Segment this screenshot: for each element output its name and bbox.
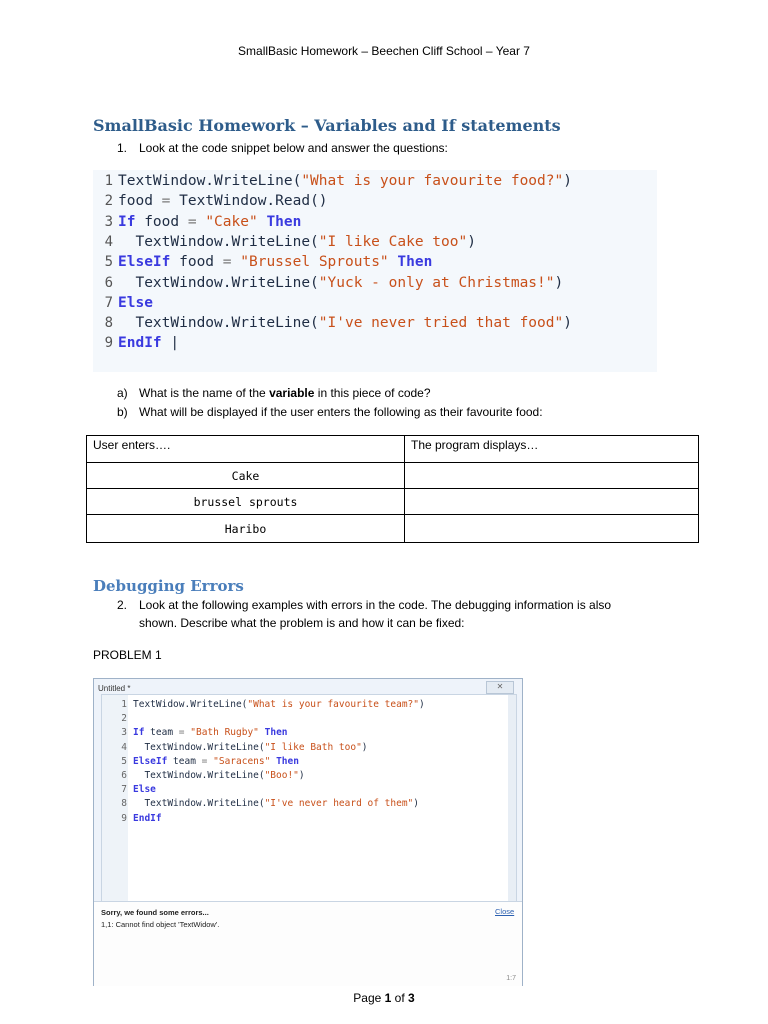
table-cell-input: brussel sprouts <box>87 489 405 515</box>
code-string: "I like Cake too" <box>318 233 468 250</box>
line-number: 2 <box>104 193 113 210</box>
editor-line-number: 9 <box>121 812 127 824</box>
code-keyword: Else <box>133 784 156 796</box>
code-string: "Brussel Sprouts" <box>240 254 389 271</box>
code-keyword: If <box>118 213 136 230</box>
question-number: 1. <box>117 141 128 155</box>
code-string: "Saracens" <box>213 755 271 767</box>
code-string: "Cake" <box>205 213 258 230</box>
code-line <box>118 214 301 230</box>
question-b <box>117 405 717 421</box>
code-keyword: ElseIf <box>133 755 168 767</box>
code-line <box>118 315 572 331</box>
question-1 <box>117 141 717 157</box>
code-string: "What is your favourite team?" <box>247 699 419 710</box>
editor-line <box>102 727 288 738</box>
table-header-row <box>87 436 699 463</box>
line-number: 4 <box>104 233 113 250</box>
page-header: SmallBasic Homework – Beechen Cliff School – Year 7 <box>238 44 530 58</box>
code-text: | <box>161 335 180 352</box>
editor-line <box>102 742 368 753</box>
page-number: 1 <box>384 991 392 1005</box>
table-row <box>87 515 699 543</box>
code-string: "I've never tried that food" <box>318 315 564 332</box>
vertical-scrollbar[interactable] <box>508 695 516 903</box>
table-cell-input: Haribo <box>87 515 405 543</box>
code-text: food <box>118 193 162 210</box>
line-number: 7 <box>104 294 113 311</box>
code-text: TextWindow.WriteLine( <box>133 741 265 753</box>
code-keyword: Then <box>397 254 433 271</box>
editor-line-number: 3 <box>121 727 127 739</box>
code-line <box>118 173 572 189</box>
code-keyword: EndIf <box>118 335 162 352</box>
code-text: ) <box>413 798 420 810</box>
section-heading: Debugging Errors <box>93 577 244 595</box>
code-line <box>118 234 476 250</box>
editor-line-number: 7 <box>121 784 127 796</box>
question-b-text: What will be displayed if the user enters the following as their favourite food: <box>139 405 543 419</box>
code-string: "I like Bath too" <box>264 741 362 753</box>
line-number: 1 <box>104 173 113 189</box>
line-number: 9 <box>104 335 113 352</box>
code-text: ) <box>563 173 572 189</box>
error-message[interactable]: 1,1: Cannot find object 'TextWidow'. <box>101 920 220 929</box>
page-total: 3 <box>408 991 415 1005</box>
code-string: "Boo!" <box>264 770 299 781</box>
editor-line <box>102 699 425 710</box>
code-text: food <box>135 213 188 230</box>
code-text: ) <box>554 274 564 291</box>
window-title: Untitled * <box>98 684 131 693</box>
line-number: 8 <box>104 315 113 332</box>
table-cell-answer[interactable] <box>405 463 699 489</box>
code-text <box>232 254 241 270</box>
editor-line-number: 4 <box>121 741 127 753</box>
code-keyword: Then <box>276 755 299 767</box>
code-snippet <box>93 170 657 372</box>
line-number: 3 <box>104 213 113 230</box>
answer-table <box>86 435 699 543</box>
code-text: TextWidow.WriteLine( <box>133 699 248 710</box>
code-text: TextWindow.Read() <box>170 193 328 210</box>
table-header: The program displays… <box>405 436 699 463</box>
editor-line-number: 2 <box>121 713 127 725</box>
code-text: TextWindow.WriteLine( <box>118 173 302 189</box>
page-footer: Page 1 of 3 <box>353 991 415 1005</box>
question-a <box>117 386 717 402</box>
close-icon[interactable]: ✕ <box>486 681 514 694</box>
problem-label: PROBLEM 1 <box>93 648 162 662</box>
code-line <box>118 193 328 209</box>
code-text: ) <box>467 233 476 250</box>
editor-line <box>102 770 305 781</box>
code-text: ) <box>298 770 305 781</box>
question-text-line-2: shown. Describe what the problem is and how it can be fixed: <box>139 616 465 630</box>
line-number: 6 <box>104 274 113 291</box>
page-title: SmallBasic Homework – Variables and If statements <box>93 116 561 135</box>
editor-line-number: 1 <box>121 699 127 710</box>
code-keyword: ElseIf <box>118 254 171 271</box>
code-text: TextWindow.WriteLine( <box>118 315 319 332</box>
code-text: = <box>187 213 197 230</box>
code-line <box>118 295 153 311</box>
code-text: TextWindow.WriteLine( <box>133 770 265 781</box>
table-header: User enters…. <box>87 436 405 463</box>
code-line <box>118 335 179 351</box>
code-text: food <box>170 254 223 271</box>
editor-line <box>102 813 162 824</box>
code-text: ) <box>563 315 572 332</box>
question-a-text: What is the name of the variable in this piece of code? <box>139 386 431 400</box>
code-text: TextWindow.WriteLine( <box>133 798 265 810</box>
code-text: TextWindow.WriteLine( <box>118 233 319 250</box>
editor-line-number: 6 <box>121 770 127 781</box>
editor-line-number: 5 <box>121 755 127 767</box>
table-cell-answer[interactable] <box>405 515 699 543</box>
table-cell-answer[interactable] <box>405 489 699 515</box>
table-row <box>87 463 699 489</box>
question-2 <box>117 598 717 632</box>
editor-line <box>102 784 156 795</box>
bold-term: variable <box>269 386 315 400</box>
question-b-label: b) <box>117 405 128 419</box>
code-keyword: Then <box>264 727 288 739</box>
code-string: "I've never heard of them" <box>264 798 414 810</box>
code-string: "Bath Rugby" <box>190 727 259 739</box>
code-text: = <box>161 193 171 210</box>
code-keyword: Else <box>118 294 153 311</box>
cursor-position: 1:7 <box>506 975 516 982</box>
code-text: ) <box>418 699 425 710</box>
code-keyword: Then <box>266 213 302 230</box>
editor-line <box>102 756 299 767</box>
code-keyword: If <box>133 727 145 739</box>
code-editor[interactable] <box>101 694 517 904</box>
table-row <box>87 489 699 515</box>
code-text: = <box>178 727 185 739</box>
code-string: "What is your favourite food?" <box>301 173 564 189</box>
question-text-line-1: Look at the following examples with errors in the code. The debugging information is also <box>139 598 612 612</box>
question-text: Look at the code snippet below and answer the questions: <box>139 141 448 155</box>
question-a-label: a) <box>117 386 128 400</box>
code-text: TextWindow.WriteLine( <box>118 274 319 291</box>
error-heading: Sorry, we found some errors... <box>101 908 209 917</box>
editor-line <box>102 798 419 809</box>
line-number: 5 <box>104 254 113 271</box>
table-cell-input: Cake <box>87 463 405 489</box>
code-line <box>118 275 563 291</box>
smallbasic-window <box>93 678 523 986</box>
code-text: = <box>201 755 208 767</box>
code-keyword: EndIf <box>133 812 162 824</box>
code-string: "Yuck - only at Christmas!" <box>318 274 555 291</box>
code-text: team <box>144 727 179 739</box>
question-number: 2. <box>117 598 128 612</box>
editor-line <box>102 713 133 724</box>
code-text: ) <box>361 741 368 753</box>
code-line <box>118 254 432 270</box>
code-text: = <box>222 254 232 271</box>
code-text: team <box>167 755 202 767</box>
error-pane <box>94 901 522 986</box>
editor-line-number: 8 <box>121 798 127 810</box>
error-close-link[interactable]: Close <box>495 907 515 916</box>
